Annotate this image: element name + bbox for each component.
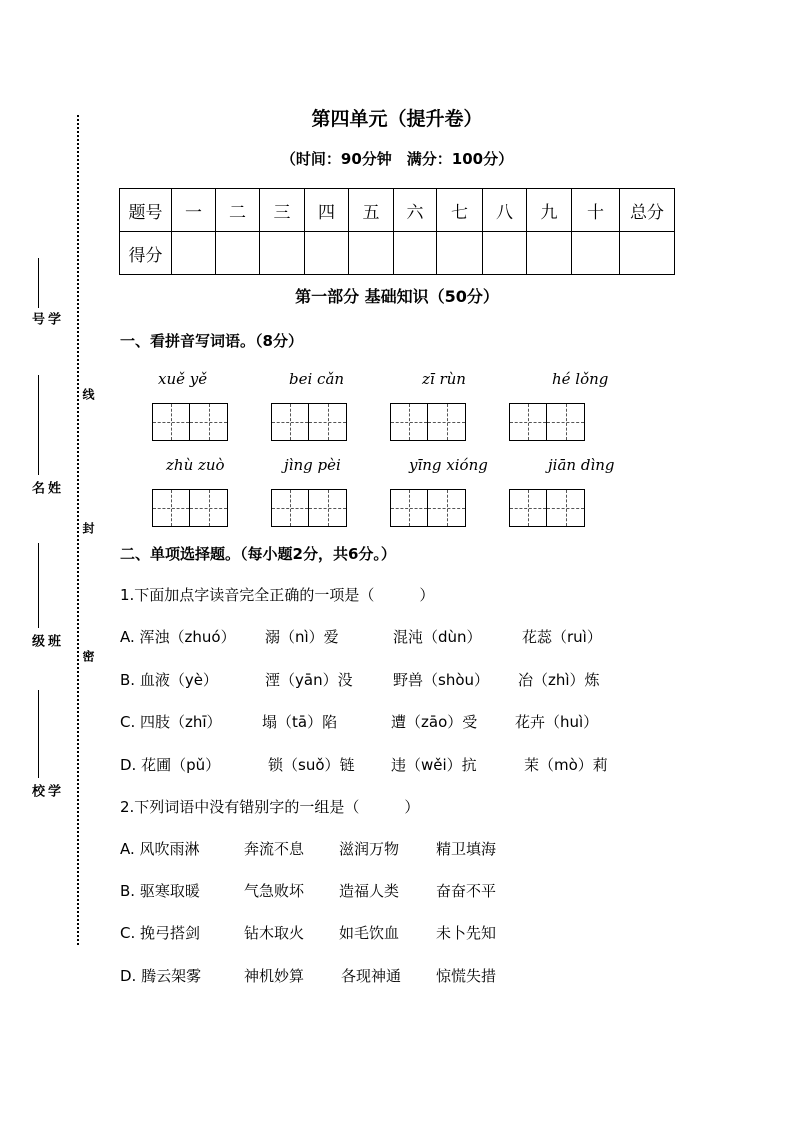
option-a-item: 混沌（dùn） (393, 628, 482, 646)
grid-cell[interactable] (547, 403, 585, 441)
grid-cell[interactable] (509, 403, 547, 441)
grid-cell[interactable] (190, 489, 228, 527)
table-cell: 总分 (620, 189, 675, 232)
writing-grid[interactable] (390, 403, 466, 441)
student-id-label: 学号 (29, 312, 60, 325)
grid-cell[interactable] (509, 489, 547, 527)
cut-mark-seal: 封 (81, 522, 95, 534)
option-c-item: C. 四肢（zhī） (120, 713, 222, 731)
score-input-cell[interactable] (305, 232, 349, 275)
option-c-item: 钻木取火 (244, 924, 305, 942)
option-c-item: C. 挽弓搭剑 (120, 924, 201, 942)
score-input-cell[interactable] (260, 232, 305, 275)
option-d-item: 各现神通 (341, 967, 402, 985)
table-cell: 一 (172, 189, 216, 232)
option-d-item: 违（wěi）抗 (391, 756, 477, 774)
table-cell: 题号 (120, 189, 172, 232)
pinyin-label: zhù zuò (166, 456, 225, 474)
option-b-item: 气急败坏 (244, 882, 305, 900)
grid-cell[interactable] (309, 403, 347, 441)
school-label: 学校 (29, 784, 60, 797)
score-input-cell[interactable] (172, 232, 216, 275)
cut-mark-secret: 密 (81, 650, 95, 662)
option-a-item: 花蕊（ruì） (522, 628, 602, 646)
grid-cell[interactable] (190, 403, 228, 441)
option-b-item: B. 血液（yè） (120, 671, 218, 689)
score-table-header-row (120, 189, 675, 232)
writing-grid[interactable] (390, 489, 466, 527)
option-d-item: 惊慌失措 (436, 967, 497, 985)
table-cell: 得分 (120, 232, 172, 275)
table-cell: 八 (483, 189, 527, 232)
grid-cell[interactable] (428, 403, 466, 441)
grid-cell[interactable] (271, 403, 309, 441)
cut-mark-line: 线 (81, 388, 95, 400)
writing-grid[interactable] (509, 489, 585, 527)
option-c-item: 遭（zāo）受 (391, 713, 478, 731)
option-a-item: A. 风吹雨淋 (120, 840, 200, 858)
table-cell: 九 (527, 189, 572, 232)
option-d-item: 锁（suǒ）链 (268, 756, 355, 774)
pinyin-label: zī rùn (422, 370, 466, 388)
score-table (119, 188, 675, 275)
option-d-item: D. 腾云架雾 (120, 967, 202, 985)
score-input-cell[interactable] (349, 232, 394, 275)
pinyin-label: hé lǒng (552, 370, 609, 388)
option-a-item: 精卫填海 (436, 840, 497, 858)
score-input-cell[interactable] (216, 232, 260, 275)
option-a-item: A. 浑浊（zhuó） (120, 628, 236, 646)
option-d-item: 神机妙算 (244, 967, 305, 985)
option-b-item: 湮（yān）没 (265, 671, 353, 689)
score-input-cell[interactable] (437, 232, 483, 275)
writing-grid[interactable] (271, 403, 347, 441)
option-d-item: D. 花圃（pǔ） (120, 756, 221, 774)
table-cell: 五 (349, 189, 394, 232)
writing-grid[interactable] (509, 403, 585, 441)
grid-cell[interactable] (309, 489, 347, 527)
option-b-item: 造福人类 (339, 882, 400, 900)
table-cell: 三 (260, 189, 305, 232)
table-cell: 六 (394, 189, 437, 232)
pinyin-label: yīng xióng (409, 456, 488, 474)
grid-cell[interactable] (390, 489, 428, 527)
option-b-item: 冶（zhì）炼 (518, 671, 600, 689)
option-a-item: 滋润万物 (339, 840, 400, 858)
option-b-item: 奋奋不平 (436, 882, 497, 900)
option-b-item: 野兽（shòu） (393, 671, 490, 689)
name-label: 姓名 (29, 481, 60, 494)
grid-cell[interactable] (390, 403, 428, 441)
table-cell: 四 (305, 189, 349, 232)
name-underline (38, 375, 39, 475)
sub-question-2-stem: 2.下列词语中没有错别字的一组是（ ） (120, 798, 420, 816)
class-underline (38, 543, 39, 628)
option-c-item: 如毛饮血 (339, 924, 400, 942)
exam-time-score: （时间：90分钟 满分：100分） (280, 150, 514, 168)
score-input-cell[interactable] (394, 232, 437, 275)
table-cell: 二 (216, 189, 260, 232)
page-title: 第四单元（提升卷） (311, 108, 483, 130)
score-input-cell[interactable] (527, 232, 572, 275)
table-cell: 七 (437, 189, 483, 232)
score-input-cell[interactable] (572, 232, 620, 275)
score-input-cell[interactable] (483, 232, 527, 275)
pinyin-label: jiān dìng (548, 456, 615, 474)
grid-cell[interactable] (152, 489, 190, 527)
option-c-item: 塌（tā）陷 (262, 713, 338, 731)
pinyin-label: jìng pèi (284, 456, 341, 474)
question-1-title: 一、看拼音写词语。（8分） (120, 332, 303, 350)
pinyin-label: xuě yě (158, 370, 208, 388)
grid-cell[interactable] (428, 489, 466, 527)
table-cell: 十 (572, 189, 620, 232)
school-underline (38, 690, 39, 778)
binding-dotted-line (77, 115, 79, 945)
option-a-item: 溺（nì）爱 (265, 628, 339, 646)
writing-grid[interactable] (152, 489, 228, 527)
question-2-title: 二、单项选择题。（每小题2分，共6分。） (120, 545, 396, 563)
writing-grid[interactable] (271, 489, 347, 527)
option-c-item: 花卉（huì） (515, 713, 599, 731)
option-d-item: 茉（mò）莉 (524, 756, 608, 774)
writing-grid[interactable] (152, 403, 228, 441)
option-c-item: 未卜先知 (436, 924, 497, 942)
option-b-item: B. 驱寒取暖 (120, 882, 200, 900)
grid-cell[interactable] (271, 489, 309, 527)
class-label: 班级 (29, 634, 60, 647)
pinyin-label: bei cǎn (289, 370, 345, 388)
grid-cell[interactable] (547, 489, 585, 527)
sub-question-1-stem: 1.下面加点字读音完全正确的一项是（ ） (120, 586, 435, 604)
option-a-item: 奔流不息 (244, 840, 305, 858)
section-heading: 第一部分 基础知识（50分） (295, 287, 499, 306)
grid-cell[interactable] (152, 403, 190, 441)
score-table-score-row (120, 232, 675, 275)
score-input-cell[interactable] (620, 232, 675, 275)
